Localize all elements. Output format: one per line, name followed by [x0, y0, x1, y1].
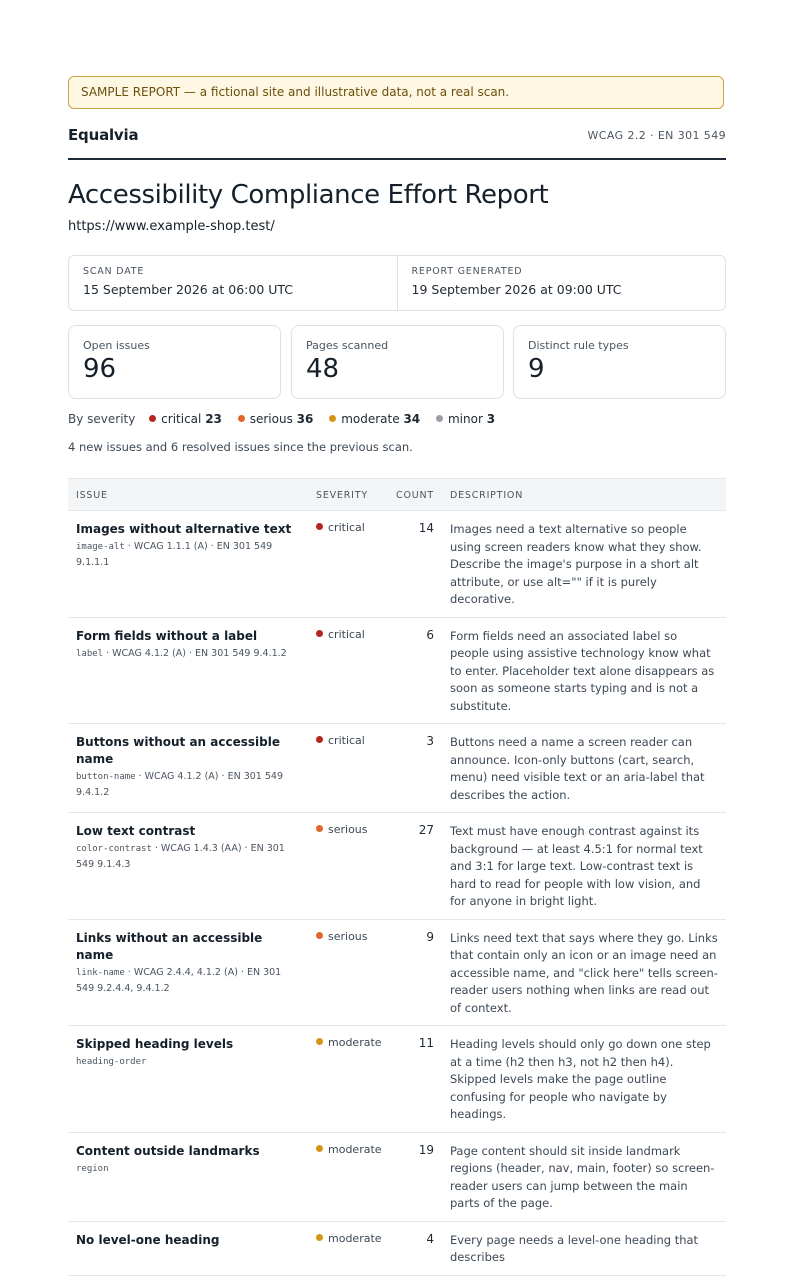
issue-meta	[76, 965, 300, 997]
description-cell: Links need text that says where they go. Links that contain only an icon or an image need an accessible name, and "click here" tells screen-reader users nothing when links are read out of context.	[442, 919, 726, 1026]
severity-cell	[308, 511, 386, 618]
description-cell: Form fields need an associated label so people using assistive technology know what to enter. Placeholder text alone disappears as soon as someone starts typing and is not a substitute.	[442, 617, 726, 724]
rule-id: label	[76, 648, 104, 659]
count-cell: 27	[386, 813, 442, 920]
stat-pages-scanned	[291, 325, 504, 399]
severity-text: critical	[328, 627, 365, 641]
severity-dot-icon	[316, 825, 323, 832]
issue-title: No level-one heading	[76, 1232, 220, 1247]
severity-cell	[308, 1132, 386, 1221]
table-row	[68, 1221, 726, 1275]
issue-meta	[76, 1054, 300, 1070]
brand-name: Equalvia	[68, 126, 139, 144]
severity-moderate	[329, 412, 420, 426]
stat-open-issues	[68, 325, 281, 399]
issue-cell	[68, 724, 308, 813]
severity-minor	[436, 412, 495, 426]
severity-text: critical	[328, 521, 365, 534]
severity-dot-icon	[316, 523, 323, 530]
stat-distinct-rules	[513, 325, 726, 399]
count-cell: 9	[386, 919, 442, 1026]
header-count: COUNT	[386, 479, 442, 511]
table-header-row	[68, 479, 726, 511]
change-note: 4 new issues and 6 resolved issues since the previous scan.	[68, 440, 413, 454]
severity-cell	[308, 813, 386, 920]
severity-name: minor	[447, 412, 483, 426]
description-cell: Every page needs a level-one heading that describes	[442, 1221, 726, 1275]
table-row	[68, 813, 726, 920]
issue-title: Buttons without an accessible name	[76, 735, 280, 766]
count-cell: 11	[386, 1026, 442, 1133]
rule-refs: · WCAG 1.4.3 (AA) · EN 301 549 9.1.4.3	[76, 843, 285, 870]
count-cell: 6	[386, 617, 442, 724]
standard-label: WCAG 2.2 · EN 301 549	[587, 129, 726, 142]
scan-date-value: 15 September 2026 at 06:00 UTC	[83, 282, 294, 297]
severity-text: critical	[328, 734, 365, 747]
severity-dot-icon	[316, 630, 323, 637]
issue-cell	[68, 1026, 308, 1133]
severity-cell	[308, 1221, 386, 1275]
severity-text: moderate	[328, 1231, 382, 1245]
issue-cell	[68, 617, 308, 724]
rule-id: link-name	[76, 967, 125, 978]
rule-refs: · WCAG 1.1.1 (A) · EN 301 549 9.1.1.1	[76, 541, 273, 568]
severity-dot-icon	[316, 1145, 323, 1152]
issue-title: Content outside landmarks	[76, 1143, 260, 1158]
severity-count: 36	[296, 412, 314, 426]
description-cell: Images need a text alternative so people using screen readers know what they show. Describe the image's purpose in a short alt attribute, or use alt="" if it is purely decorative.	[442, 511, 726, 618]
scan-date-cell	[69, 256, 397, 310]
table-row	[68, 919, 726, 1026]
scan-date-label: SCAN DATE	[83, 266, 145, 277]
severity-text: moderate	[328, 1036, 382, 1049]
sample-report-banner: SAMPLE REPORT — a fictional site and illustrative data, not a real scan.	[68, 76, 724, 109]
description-cell: Page content should sit inside landmark regions (header, nav, main, footer) so screen-reader users can jump between the main parts of the page.	[442, 1132, 726, 1221]
count-cell: 4	[386, 1221, 442, 1275]
severity-cell	[308, 617, 386, 724]
severity-cell	[308, 1026, 386, 1133]
severity-dot-icon	[238, 415, 245, 422]
header-severity: SEVERITY	[308, 479, 386, 511]
severity-name: critical	[161, 412, 202, 426]
generated-date-value: 19 September 2026 at 09:00 UTC	[411, 282, 622, 297]
rule-id: color-contrast	[76, 844, 152, 854]
stat-label: Open issues	[83, 339, 150, 352]
page-title: Accessibility Compliance Effort Report	[68, 180, 549, 210]
severity-name: serious	[249, 412, 293, 426]
severity-serious	[238, 412, 314, 426]
site-url: https://www.example-shop.test/	[68, 219, 275, 234]
severity-dot-icon	[316, 1038, 323, 1045]
rule-refs: · WCAG 4.1.2 (A) · EN 301 549 9.4.1.2	[76, 771, 283, 798]
severity-dot-icon	[316, 736, 323, 743]
severity-cell	[308, 724, 386, 813]
table-row	[68, 617, 726, 724]
severity-dot-icon	[316, 932, 323, 939]
issue-title: Form fields without a label	[76, 628, 258, 643]
severity-dot-icon	[436, 415, 443, 422]
stat-value: 48	[306, 354, 340, 384]
table-row	[68, 1026, 726, 1133]
description-cell: Heading levels should only go down one step at a time (h2 then h3, not h2 then h4). Skipped levels make the page outline confusing for people who navigate by headings.	[442, 1026, 726, 1133]
severity-count: 34	[403, 412, 421, 426]
report-header	[68, 126, 726, 160]
severity-count: 23	[205, 412, 222, 426]
severity-summary-label: By severity	[68, 412, 136, 426]
issue-meta	[76, 841, 300, 873]
issue-meta	[76, 646, 300, 662]
generated-date-cell	[397, 256, 726, 310]
count-cell: 3	[386, 724, 442, 813]
issue-title: Images without alternative text	[76, 522, 292, 536]
issue-title: Low text contrast	[76, 824, 196, 838]
rule-id: region	[76, 1163, 109, 1174]
dates-panel	[68, 255, 726, 311]
issues-table-body	[68, 511, 726, 1276]
description-cell: Buttons need a name a screen reader can announce. Icon-only buttons (cart, search, menu) need visible text or an aria-label that describes the action.	[442, 724, 726, 813]
severity-text: serious	[328, 823, 368, 836]
severity-cell	[308, 919, 386, 1026]
issue-cell	[68, 1132, 308, 1221]
severity-critical	[149, 412, 222, 426]
rule-id: button-name	[76, 772, 136, 782]
rule-id: image-alt	[76, 542, 125, 552]
count-cell: 19	[386, 1132, 442, 1221]
severity-dot-icon	[316, 1234, 323, 1241]
severity-dot-icon	[149, 415, 156, 422]
severity-name: moderate	[341, 412, 400, 426]
stat-label: Distinct rule types	[528, 339, 629, 352]
stat-value: 9	[528, 354, 545, 384]
stat-label: Pages scanned	[306, 339, 389, 352]
issue-cell	[68, 511, 308, 618]
issue-meta	[76, 769, 300, 801]
description-cell: Text must have enough contrast against its background — at least 4.5:1 for normal text and 3:1 for large text. Low-contrast text is hard to read for people with low vision, and for anyone in bright light.	[442, 813, 726, 920]
count-cell: 14	[386, 511, 442, 618]
rule-refs: · WCAG 2.4.4, 4.1.2 (A) · EN 301 549 9.2.4.4, 9.4.1.2	[76, 966, 282, 994]
issue-title: Links without an accessible name	[76, 930, 263, 962]
issue-title: Skipped heading levels	[76, 1037, 234, 1051]
issues-table	[68, 478, 726, 1276]
generated-date-label: REPORT GENERATED	[411, 266, 523, 277]
severity-summary	[68, 412, 507, 426]
issue-meta	[76, 539, 300, 571]
severity-dot-icon	[329, 415, 336, 422]
table-row	[68, 724, 726, 813]
stat-value: 96	[83, 354, 117, 384]
rule-refs: · WCAG 4.1.2 (A) · EN 301 549 9.4.1.2	[103, 647, 287, 659]
table-row	[68, 1132, 726, 1221]
severity-text: serious	[328, 929, 368, 943]
issue-cell	[68, 919, 308, 1026]
table-row	[68, 511, 726, 618]
issue-cell	[68, 1221, 308, 1275]
severity-count: 3	[486, 412, 496, 426]
issue-meta	[76, 1161, 300, 1177]
header-issue: ISSUE	[68, 479, 308, 511]
header-description: DESCRIPTION	[442, 479, 726, 511]
rule-id: heading-order	[76, 1057, 147, 1067]
severity-text: moderate	[328, 1142, 382, 1156]
issue-cell	[68, 813, 308, 920]
